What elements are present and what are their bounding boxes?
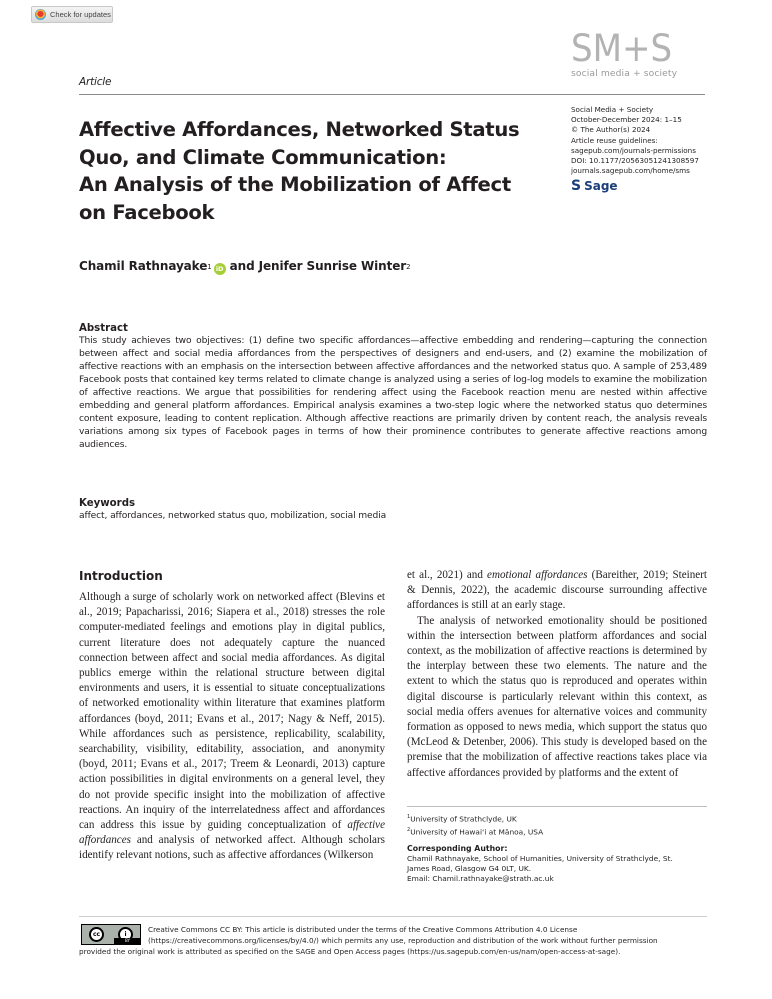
footnotes: [407, 812, 707, 885]
license-text: [148, 924, 708, 946]
affiliation-text: University of Strathclyde, UK: [410, 814, 517, 824]
abstract-heading: Abstract: [79, 323, 128, 334]
cc-by-badge[interactable]: [81, 924, 141, 945]
corresponding-author-line: James Road, Glasgow G4 0LT, UK.: [407, 864, 532, 874]
body-text-run: et al., 2021) and: [407, 569, 483, 581]
body-text-run: Although a surge of scholarly work on networked affect (Blevins et al., 2019; Papacharissi, 2016; Siapera et al., 2018) stresses the role computer-mediated feelings and emotions play in digital publics, current literature does not adequately capture the nuanced connection between affect and social media affordances. As digital publics emerge within the relational structure between digital environments and users, it is essential to situate conceptualizations of networked emotionality within literature that examines platform affordances (boyd, 2011; Evans et al., 2017; Nagy & Neff, 2015). While affordances such as persistence, replicability, scalability, searchability, visibility, editability, association, and anonymity (boyd, 2011; Evans et al., 2017; Treem & Leonardi, 2013) capture action possibilities in digital environments on a general level, they do not provide specific insight into the mobilization of affective reactions. An inquiry of the interrelatedness affect and affordances can address this issue by guiding conceptualization of: [79, 591, 385, 832]
body-text-emphasis: affective affordances: [79, 819, 385, 847]
affiliation-marker: 1: [407, 814, 411, 820]
abstract-section: [79, 322, 707, 452]
author-list: [79, 259, 410, 274]
header-divider: [79, 94, 705, 95]
license-line: (https://creativecommons.org/licenses/by/4.0/) which permits any use, reproduction and distribution of the work without further permission: [148, 936, 658, 946]
affiliation-marker: 2: [407, 826, 411, 833]
body-paragraph: [407, 614, 707, 781]
meta-journal-link[interactable]: journals.sagepub.com/home/sms: [571, 166, 690, 176]
body-paragraph: [79, 590, 385, 864]
corresponding-author-email[interactable]: Email: Chamil.rathnayake@strath.ac.uk: [407, 874, 554, 884]
meta-issue: October-December 2024: 1–15: [571, 115, 682, 125]
meta-journal: Social Media + Society: [571, 105, 654, 114]
author-affiliation-marker: 1: [207, 263, 212, 271]
meta-reuse-label: Article reuse guidelines:: [571, 135, 658, 145]
keywords-text: affect, affordances, networked status quo, mobilization, social media: [79, 511, 387, 521]
meta-doi-link[interactable]: DOI: 10.1177/20563051241308597: [571, 156, 699, 166]
journal-logo: [571, 27, 711, 79]
crossmark-icon: [35, 9, 46, 20]
author-name: Jenifer Sunrise Winter: [258, 259, 407, 273]
license-line: Creative Commons CC BY: This article is distributed under the terms of the Creative Commons Attribution 4.0 License: [148, 925, 578, 934]
body-text-run: and analysis of networked affect. Although scholars identify relevant notions, such as affective affordances (Wilkerson: [79, 834, 385, 862]
title-line: on Facebook: [79, 200, 215, 224]
check-for-updates-label: Check for updates: [50, 10, 111, 19]
title-line: An Analysis of the Mobilization of Affect: [79, 173, 511, 197]
corresponding-author-line: Chamil Rathnayake, School of Humanities, University of Strathclyde, St.: [407, 853, 673, 863]
sage-s-icon: S: [571, 178, 582, 195]
article-title: [79, 116, 539, 226]
keywords-section: [79, 497, 707, 523]
affiliation: [407, 825, 707, 838]
title-line: Quo, and Climate Communication:: [79, 145, 447, 169]
keywords-heading: Keywords: [79, 498, 136, 509]
meta-permissions-link[interactable]: sagepub.com/journals-permissions: [571, 145, 696, 155]
article-type-label: Article: [79, 76, 112, 88]
affiliation-text: University of Hawai‘i at Mānoa, USA: [410, 827, 544, 837]
by-label: BY: [114, 938, 141, 944]
corresponding-author-heading: Corresponding Author:: [407, 843, 508, 853]
body-text-run: (Bareither, 2019; Steinert & Dennis, 2022), the academic discourse surrounding affective affordances is still at an early stage.: [407, 569, 707, 612]
sage-logo: [571, 179, 699, 193]
body-paragraph: [407, 568, 707, 614]
sage-logo-text: Sage: [584, 179, 618, 194]
abstract-text: This study achieves two objectives: (1) define two specific affordances—affective embedding and rendering—capturing the connection between affect and social media affordances from the perspectives of designers and end-users, and (2) examine the mobilization of affective reactions with an emphasis on the intersection between affective affordances and the networked status quo. A sample of 253,489 Facebook posts that contained key terms related to climate change is analyzed using a series of log-log models to examine the mobilization of affective reactions. We argue that possibilities for rendering affect using the Facebook reaction menu are nested within affective embedding and general platform affordances. Empirical analysis examines a two-step logic where the networked status quo determines content exposure, leading to content replication. Although affective reactions are primarily driven by content reach, the analysis reveals variations among six types of Facebook pages in terms of how their prominence contributes to generate affective reactions among audiences.: [79, 336, 707, 451]
author-affiliation-marker: 2: [406, 263, 411, 271]
license-line: provided the original work is attributed as specified on the SAGE and Open Access pages (https://us.sagepub.com/en-us/nam/open-access-at-sage).: [79, 947, 621, 956]
body-text-run: The analysis of networked emotionality should be positioned within the intersection between platform affordances and social context, as the mobilization of affective reactions is determined by the interplay between these two elements. The nature and the extent to which the status quo is reproduced and operates within digital discourse is particularly relevant within this context, as social media offers avenues for alternative voices and community formation as opposed to news media, which support the status quo (McLeod & Detenber, 2006). This study is developed based on the premise that the mobilization of affective reactions takes place via affective affordances provided by platforms and the extent of: [407, 614, 707, 779]
attribution-icon: i: [118, 927, 133, 942]
body-column-right: [407, 568, 707, 781]
publication-meta: [571, 105, 699, 193]
journal-logo-name: social media + society: [571, 68, 678, 79]
orcid-icon[interactable]: iD: [214, 263, 226, 275]
affiliation: [407, 812, 707, 825]
body-text-emphasis: emotional affordances: [487, 569, 588, 581]
author-name: Chamil Rathnayake: [79, 259, 208, 273]
body-column-left: [79, 569, 385, 864]
title-line: Affective Affordances, Networked Status: [79, 118, 520, 141]
cc-icon: cc: [89, 927, 104, 942]
author-connector: and: [229, 259, 255, 273]
journal-logo-mark: SM+S: [571, 27, 673, 70]
meta-copyright: © The Author(s) 2024: [571, 125, 651, 135]
check-for-updates-button[interactable]: [31, 6, 113, 23]
license-divider: [79, 916, 707, 917]
footnote-divider: [407, 806, 707, 807]
introduction-heading: Introduction: [79, 569, 163, 583]
